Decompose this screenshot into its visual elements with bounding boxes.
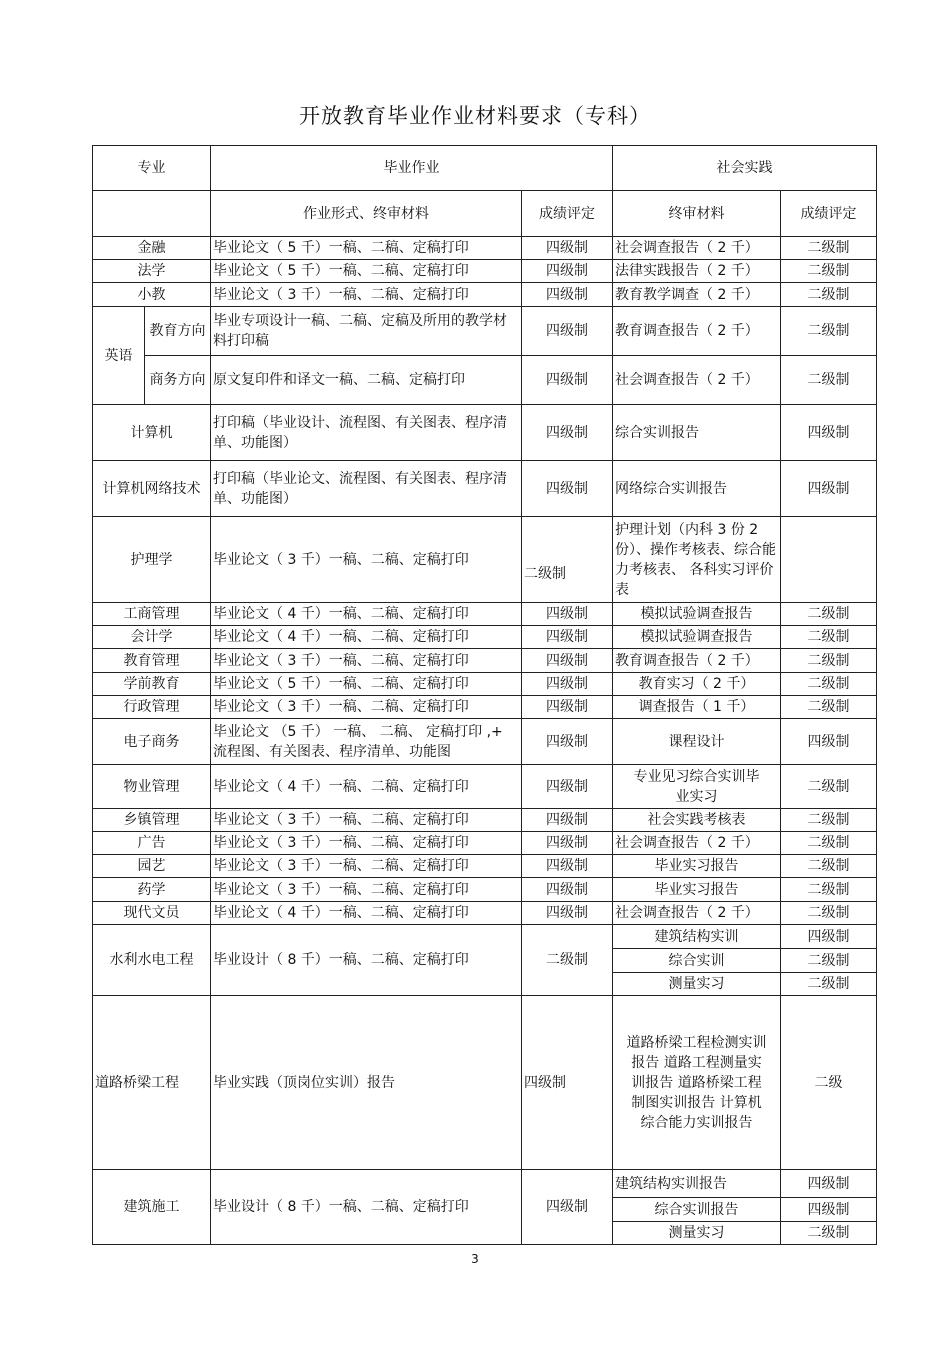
grade-cell: 四级制	[522, 855, 613, 878]
form-cell: 毕业论文（ 3 千）一稿、二稿、定稿打印	[211, 696, 522, 719]
grade-cell: 四级制	[522, 765, 613, 809]
header-graduation-work: 毕业作业	[211, 146, 613, 191]
material-cell: 教育调查报告（ 2 千）	[613, 649, 781, 673]
grade2-cell: 二级制	[781, 626, 877, 649]
grade-cell: 四级制	[522, 405, 613, 461]
material-cell: 社会调查报告（ 2 千）	[613, 902, 781, 925]
grade-cell: 四级制	[522, 809, 613, 832]
major-cell: 行政管理	[93, 696, 211, 719]
grade2-cell: 二级制	[781, 878, 877, 902]
table-row	[93, 878, 877, 902]
material-cell: 建筑结构实训	[613, 925, 781, 949]
grade2-cell: 四级制	[781, 925, 877, 949]
header-grade-2: 成绩评定	[781, 191, 877, 237]
major-cell: 会计学	[93, 626, 211, 649]
grade-cell: 四级制	[522, 603, 613, 626]
major-cell: 金融	[93, 237, 211, 260]
header-grade: 成绩评定	[522, 191, 613, 237]
table-row	[93, 765, 877, 809]
grade-cell: 四级制	[522, 307, 613, 356]
major-cell: 水利水电工程	[93, 925, 211, 996]
grade2-cell: 二级制	[781, 283, 877, 307]
form-cell: 毕业论文（ 3 千）一稿、二稿、定稿打印	[211, 878, 522, 902]
grade2-cell: 二级制	[781, 649, 877, 673]
major-cell: 乡镇管理	[93, 809, 211, 832]
grade-cell: 四级制	[522, 626, 613, 649]
table-row	[93, 902, 877, 925]
header-row	[93, 146, 877, 191]
form-cell: 毕业论文（ 5 千）一稿、二稿、定稿打印	[211, 237, 522, 260]
major-cell: 药学	[93, 878, 211, 902]
grade2-cell: 四级制	[781, 405, 877, 461]
header-form-material: 作业形式、终审材料	[211, 191, 522, 237]
form-cell: 毕业专项设计一稿、二稿、定稿及所用的教学材料打印稿	[211, 307, 522, 356]
table-row	[93, 649, 877, 673]
grade-cell: 四级制	[522, 719, 613, 765]
major-cell: 计算机	[93, 405, 211, 461]
grade-cell: 四级制	[522, 878, 613, 902]
material-cell: 网络综合实训报告	[613, 461, 781, 517]
table-row	[93, 1170, 877, 1198]
material-cell: 社会调查报告（ 2 千）	[613, 832, 781, 855]
material-cell: 调查报告（ 1 千）	[613, 696, 781, 719]
material-cell: 道路桥梁工程检测实训报告 道路工程测量实训报告 道路桥梁工程制图实训报告 计算机综合能力实训报告	[613, 996, 781, 1170]
material-cell: 专业见习综合实训毕业实习	[613, 765, 781, 809]
form-cell: 打印稿（毕业论文、流程图、有关图表、程序清单、功能图）	[211, 461, 522, 517]
major-cell: 园艺	[93, 855, 211, 878]
grade2-cell: 二级制	[781, 832, 877, 855]
grade-cell: 四级制	[522, 832, 613, 855]
grade-cell: 四级制	[522, 696, 613, 719]
major-cell: 计算机网络技术	[93, 461, 211, 517]
material-cell: 模拟试验调查报告	[613, 603, 781, 626]
table-row	[93, 405, 877, 461]
major-cell: 物业管理	[93, 765, 211, 809]
form-cell: 毕业论文（ 4 千）一稿、二稿、定稿打印	[211, 902, 522, 925]
form-cell: 原文复印件和译文一稿、二稿、定稿打印	[211, 356, 522, 405]
grade2-cell: 二级制	[781, 902, 877, 925]
table-row	[93, 307, 877, 356]
grade2-cell: 四级制	[781, 1198, 877, 1222]
major-cell: 法学	[93, 260, 211, 283]
grade2-cell: 二级制	[781, 765, 877, 809]
subheader-row	[93, 191, 877, 237]
grade-cell: 四级制	[522, 902, 613, 925]
grade2-cell: 二级制	[781, 1222, 877, 1245]
table-row	[93, 626, 877, 649]
form-cell: 毕业论文 （5 千） 一稿、 二稿、 定稿打印 ,+ 流程图、有关图表、程序清单、功能图	[211, 719, 522, 765]
material-cell: 社会调查报告（ 2 千）	[613, 356, 781, 405]
form-cell: 毕业论文（ 5 千）一稿、二稿、定稿打印	[211, 260, 522, 283]
grade2-cell: 二级	[781, 996, 877, 1170]
table-row	[93, 809, 877, 832]
material-cell: 模拟试验调查报告	[613, 626, 781, 649]
grade2-cell: 二级制	[781, 603, 877, 626]
grade2-cell: 四级制	[781, 1170, 877, 1198]
major-cell: 教育管理	[93, 649, 211, 673]
form-cell: 毕业论文（ 3 千）一稿、二稿、定稿打印	[211, 517, 522, 603]
header-major: 专业	[93, 146, 211, 191]
major-cell: 建筑施工	[93, 1170, 211, 1245]
grade2-cell: 二级制	[781, 809, 877, 832]
table-row	[93, 996, 877, 1170]
form-cell: 打印稿（毕业设计、流程图、有关图表、程序清单、功能图）	[211, 405, 522, 461]
header-social-practice: 社会实践	[613, 146, 877, 191]
material-cell: 社会实践考核表	[613, 809, 781, 832]
grade-cell: 四级制	[522, 649, 613, 673]
material-cell: 综合实训报告	[613, 405, 781, 461]
table-row	[93, 719, 877, 765]
major-cell: 英语	[93, 307, 145, 405]
material-cell: 护理计划（内科 3 份 2 份）、操作考核表、综合能力考核表、 各科实习评价表	[613, 517, 781, 603]
grade2-cell: 四级制	[781, 461, 877, 517]
table-row	[93, 260, 877, 283]
grade-cell: 二级制	[522, 925, 613, 996]
grade2-cell: 二级制	[781, 696, 877, 719]
table-row	[93, 603, 877, 626]
table-row	[93, 832, 877, 855]
form-cell: 毕业论文（ 4 千）一稿、二稿、定稿打印	[211, 626, 522, 649]
table-row	[93, 356, 877, 405]
table-row	[93, 283, 877, 307]
material-cell: 建筑结构实训报告	[613, 1170, 781, 1198]
form-cell: 毕业设计（ 8 千）一稿、二稿、定稿打印	[211, 1170, 522, 1245]
grade2-cell: 二级制	[781, 949, 877, 973]
header-final-material: 终审材料	[613, 191, 781, 237]
grade2-cell: 二级制	[781, 855, 877, 878]
major-cell: 学前教育	[93, 673, 211, 696]
grade-cell: 四级制	[522, 996, 613, 1170]
page-title: 开放教育毕业作业材料要求（专科）	[299, 104, 651, 128]
form-cell: 毕业论文（ 4 千）一稿、二稿、定稿打印	[211, 603, 522, 626]
form-cell: 毕业实践（顶岗位实训）报告	[211, 996, 522, 1170]
grade2-cell	[781, 517, 877, 603]
material-cell: 教育实习（ 2 千）	[613, 673, 781, 696]
grade2-cell: 二级制	[781, 673, 877, 696]
grade2-cell: 二级制	[781, 307, 877, 356]
major-cell: 广告	[93, 832, 211, 855]
form-cell: 毕业论文（ 3 千）一稿、二稿、定稿打印	[211, 809, 522, 832]
material-cell: 课程设计	[613, 719, 781, 765]
grade2-cell: 二级制	[781, 973, 877, 996]
grade-cell: 四级制	[522, 237, 613, 260]
form-cell: 毕业论文（ 4 千）一稿、二稿、定稿打印	[211, 765, 522, 809]
material-cell: 综合实训报告	[613, 1198, 781, 1222]
form-cell: 毕业设计（ 8 千）一稿、二稿、定稿打印	[211, 925, 522, 996]
major-cell: 小教	[93, 283, 211, 307]
table-row	[93, 855, 877, 878]
form-cell: 毕业论文（ 5 千）一稿、二稿、定稿打印	[211, 673, 522, 696]
table-row	[93, 461, 877, 517]
major-cell: 护理学	[93, 517, 211, 603]
grade-cell: 四级制	[522, 1170, 613, 1245]
material-cell: 教育调查报告（ 2 千）	[613, 307, 781, 356]
material-cell: 毕业实习报告	[613, 878, 781, 902]
major-cell: 工商管理	[93, 603, 211, 626]
grade2-cell: 四级制	[781, 719, 877, 765]
form-cell: 毕业论文（ 3 千）一稿、二稿、定稿打印	[211, 649, 522, 673]
requirements-table	[92, 145, 877, 1245]
grade-cell: 四级制	[522, 461, 613, 517]
major-cell: 现代文员	[93, 902, 211, 925]
table-row	[93, 237, 877, 260]
form-cell: 毕业论文（ 3 千）一稿、二稿、定稿打印	[211, 832, 522, 855]
grade-cell: 四级制	[522, 673, 613, 696]
page-number: 3	[471, 1252, 479, 1266]
form-cell: 毕业论文（ 3 千）一稿、二稿、定稿打印	[211, 283, 522, 307]
grade2-cell: 二级制	[781, 356, 877, 405]
material-cell: 法律实践报告（ 2 千）	[613, 260, 781, 283]
major-cell: 电子商务	[93, 719, 211, 765]
material-cell: 综合实训	[613, 949, 781, 973]
sub-major-cell: 商务方向	[145, 356, 211, 405]
material-cell: 社会调查报告（ 2 千）	[613, 237, 781, 260]
form-cell: 毕业论文（ 3 千）一稿、二稿、定稿打印	[211, 855, 522, 878]
grade-cell: 四级制	[522, 260, 613, 283]
table-row	[93, 696, 877, 719]
grade2-cell: 二级制	[781, 237, 877, 260]
grade-cell: 二级制	[522, 517, 613, 603]
material-cell: 教育教学调查（ 2 千）	[613, 283, 781, 307]
table-row	[93, 925, 877, 949]
sub-major-cell: 教育方向	[145, 307, 211, 356]
table-row	[93, 673, 877, 696]
table-row	[93, 517, 877, 603]
major-cell: 道路桥梁工程	[93, 996, 211, 1170]
empty-cell	[93, 191, 211, 237]
grade2-cell: 二级制	[781, 260, 877, 283]
material-cell: 测量实习	[613, 1222, 781, 1245]
grade-cell: 四级制	[522, 356, 613, 405]
material-cell: 测量实习	[613, 973, 781, 996]
grade-cell: 四级制	[522, 283, 613, 307]
material-cell: 毕业实习报告	[613, 855, 781, 878]
